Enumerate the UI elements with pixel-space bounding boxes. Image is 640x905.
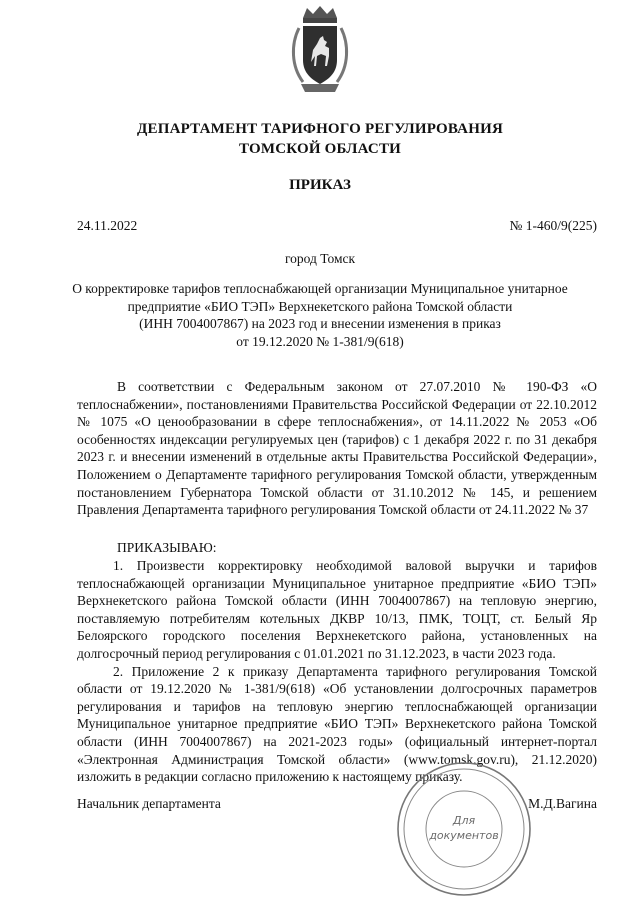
order-item-2: 2. Приложение 2 к приказу Департамента тарифного регулирования Томской области от 19.12.2020 № 1-381/9(618) «Об установлении долгосрочных параметров регулирования и тарифов на тепловую энергию теплоснабжающей организации Муниципальное унитарное предприятие «БИО ТЭП» Верхнекетского района Томской области (ИНН 7004007867) на 2021-2023 годы» (официальный интернет-портал «Электронная Администрация Томской области» (www.tomsk.gov.ru), 21.12.2020) изложить в редакции согласно приложению к настоящему приказу. xyxy=(77,663,597,785)
signatory-role: Начальник департамента xyxy=(77,796,221,811)
department-name xyxy=(40,119,600,159)
official-stamp-icon xyxy=(395,760,533,898)
department-name-line1: ДЕПАРТАМЕНТ ТАРИФНОГО РЕГУЛИРОВАНИЯ xyxy=(137,121,503,137)
order-date: 24.11.2022 xyxy=(77,218,138,233)
subject-line3: (ИНН 7004007867) на 2023 год и внесении изменения в приказ xyxy=(139,316,501,332)
department-name-line2: ТОМСКОЙ ОБЛАСТИ xyxy=(238,141,402,157)
order-directive-word: ПРИКАЗЫВАЮ: xyxy=(117,540,217,555)
stamp-center-line1: Для xyxy=(452,814,476,827)
order-items xyxy=(77,557,597,786)
order-title: ПРИКАЗ xyxy=(289,177,351,193)
tomsk-coat-of-arms-icon xyxy=(289,4,351,96)
subject-line2: предприятие «БИО ТЭП» Верхнекетского района Томской области xyxy=(127,298,513,314)
order-number: № 1-460/9(225) xyxy=(509,218,597,233)
order-city: город Томск xyxy=(284,251,356,266)
order-item-1: 1. Произвести корректировку необходимой валовой выручки и тарифов теплоснабжающей организации Муниципальное унитарное предприятие «БИО ТЭП» Верхнекетского района Томской области (ИНН 7004007867) на тепловую энергию, поставляемую потребителям котельных ДКВР 10/13, ПМК, ТОЦТ, ст. Белый Яр Белоярского городского поселения Верхнекетского района, установленных на долгосрочный период регулирования с 01.01.2021 по 31.12.2023, в части 2023 года. xyxy=(77,558,597,661)
stamp-center-line2: документов xyxy=(429,829,499,842)
subject-line4: от 19.12.2020 № 1-381/9(618) xyxy=(236,333,404,349)
signatory-name: М.Д.Вагина xyxy=(528,796,597,811)
preamble-paragraph: В соответствии с Федеральным законом от 27.07.2010 № 190-ФЗ «О теплоснабжении», постановлениями Правительства Российской Федерации от 22.10.2012 № 1075 «О ценообразовании в сфере теплоснабжения», от 14.11.2022 № 2053 «Об особенностях индексации регулируемых цен (тарифов) с 1 декабря 2022 г. по 31 декабря 2023 г. и внесении изменений в отдельные акты Правительства Российской Федерации», Положением о Департаменте тарифного регулирования Томской области, утвержденным постановлением Губернатора Томской области от 31.10.2012 № 145, и решением Правления Департамента тарифного регулирования Томской области от 24.11.2022 № 37 xyxy=(77,379,597,518)
order-subject xyxy=(70,280,570,350)
subject-line1: О корректировке тарифов теплоснабжающей организации Муниципальное унитарное xyxy=(72,281,568,296)
